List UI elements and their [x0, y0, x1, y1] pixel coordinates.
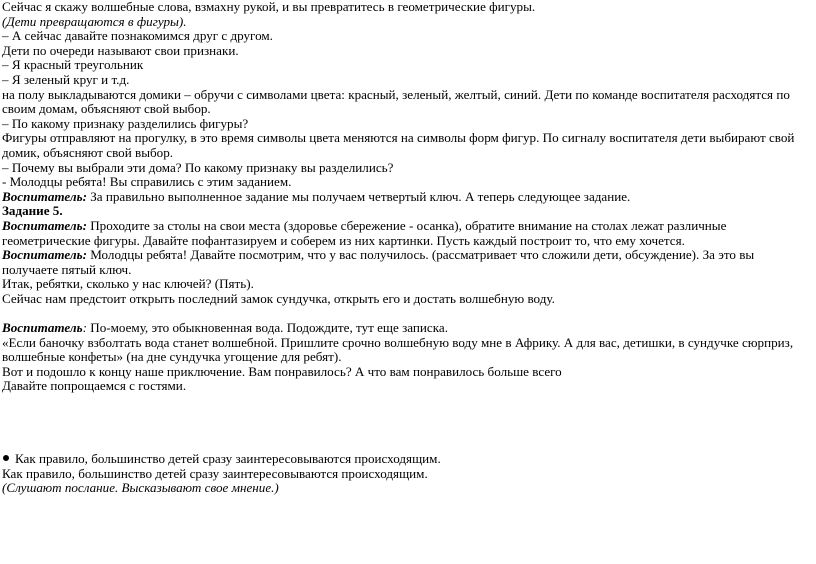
task-heading: Задание 5. [2, 203, 63, 219]
speaker-text: Молодцы ребята! Давайте посмотрим, что у вас получилось. (рассматривает что сложили дети, обсуждение). За это вы получаете пятый ключ. [2, 247, 755, 277]
teacher-paragraph [2, 190, 812, 205]
bullet-icon [3, 455, 9, 461]
teacher-paragraph [2, 248, 812, 277]
dialogue-line: – А сейчас давайте познакомимся друг с другом. [2, 28, 273, 44]
text-line: Сейчас нам предстоит открыть последний замок сундучка, открыть его и достать волшебную воду. [2, 290, 555, 306]
speaker-label: Воспитатель: [2, 247, 87, 263]
text-line: Дети по очереди называют свои признаки. [2, 42, 239, 58]
stage-direction: (Слушают послание. Высказывают свое мнение.) [2, 480, 279, 496]
blank-space [2, 394, 812, 452]
text-paragraph: Фигуры отправляют на прогулку, в это время символы цвета меняются на символы форм фигур. По сигналу воспитателя дети выбирают свой домик, объясняют свой выбор. [2, 130, 795, 160]
speaker-label: Воспитатель: [2, 188, 87, 204]
text-line: Как правило, большинство детей сразу заинтересовываются происходящим. [2, 465, 428, 481]
text-line: Сейчас я скажу волшебные слова, взмахну рукой, и вы превратитесь в геометрические фигуры. [2, 0, 536, 14]
text-line: Давайте попрощаемся с гостями. [2, 378, 187, 394]
dialogue-line: – Я зеленый круг и т.д. [2, 71, 130, 87]
document-page [2, 0, 812, 496]
dialogue-line: – Я красный треугольник [2, 57, 144, 73]
bullet-text: Как правило, большинство детей сразу заинтересовываются происходящим. [15, 451, 441, 467]
stage-direction: (Дети превращаются в фигуры). [2, 13, 187, 29]
text-line: Вот и подошло к концу наше приключение. Вам понравилось? А что вам понравилось больше всего [2, 363, 562, 379]
dialogue-line: – По какому признаку разделились фигуры? [2, 115, 249, 131]
teacher-paragraph [2, 219, 812, 248]
bullet-item [2, 452, 812, 467]
speaker-text: За правильно выполненное задание мы получаем четвертый ключ. А теперь следующее задание. [86, 188, 631, 204]
speaker-text: Проходите за столы на свои места (здоровье сбережение - осанка), обратите внимание на столах лежат различные геометрические фигуры. Давайте пофантазируем и соберем из них картинки. Пусть каждый построит то, что ему хочется. [2, 217, 727, 248]
speaker-label: Воспитатель [2, 320, 83, 336]
text-paragraph: на полу выкладываются домики – обручи с символами цвета: красный, зеленый, желтый, синий. Дети по команде воспитателя расходятся по своим домам, объясняют свой выбор. [2, 86, 790, 117]
text-line: Итак, ребятки, сколько у нас ключей? (Пять). [2, 276, 254, 292]
speaker-text: По-моему, это обыкновенная вода. Подождите, тут еще записка. [86, 320, 448, 336]
speaker-label: Воспитатель: [2, 217, 87, 233]
speaker-colon: : [82, 320, 87, 336]
teacher-paragraph [2, 321, 812, 336]
dialogue-line: - Молодцы ребята! Вы справились с этим заданием. [2, 174, 292, 190]
text-paragraph: «Если баночку взболтать вода станет волшебной. Пришлите срочно волшебную воду мне в Африку. А для вас, детишки, в сундучке сюрприз, волшебные конфеты» (на дне сундучка угощение для ребят). [2, 334, 794, 365]
dialogue-line: – Почему вы выбрали эти дома? По какому признаку вы разделились? [2, 159, 394, 175]
blank-line [2, 306, 812, 321]
